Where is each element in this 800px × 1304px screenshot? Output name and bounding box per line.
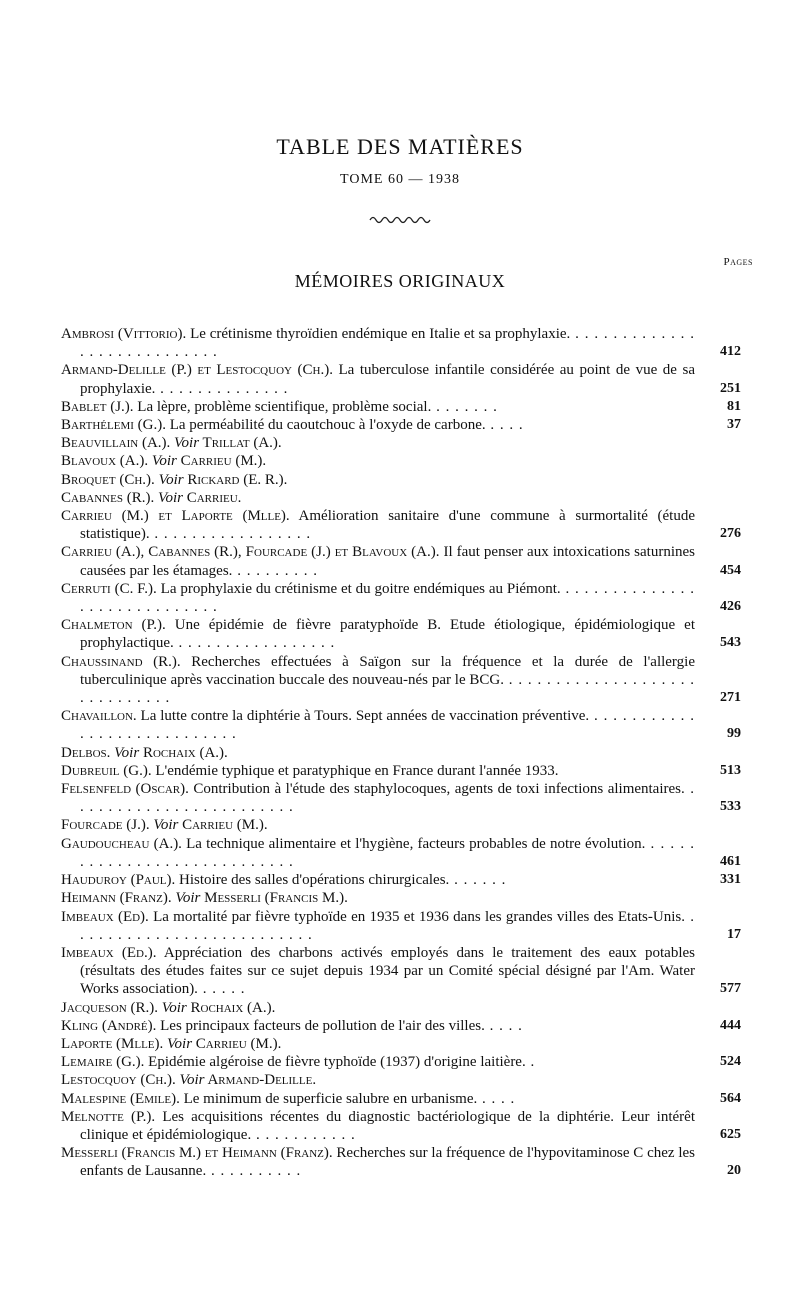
entry-text xyxy=(61,816,695,834)
entry-page-number: 461 xyxy=(720,853,741,869)
dot-leader: . . . . . . . . . . . . . . . . . xyxy=(173,635,336,652)
index-entry xyxy=(61,999,741,1017)
entry-page-number: 17 xyxy=(727,926,741,942)
entry-page-number: 543 xyxy=(720,635,741,651)
entry-text xyxy=(61,580,695,616)
entry-author: Messerli (Francis M.) et Heimann (Franz). xyxy=(61,1145,333,1162)
entry-text xyxy=(61,416,695,434)
index-entry xyxy=(61,1017,741,1035)
ornament-divider xyxy=(368,212,432,226)
entry-text xyxy=(61,616,695,652)
entry-author: Delbos. xyxy=(61,744,111,761)
entry-page-number: 20 xyxy=(727,1163,741,1179)
entry-title: Il faut penser aux intoxications saturnines causées par les étamages. xyxy=(80,544,695,579)
entry-reference: Rochaix (A.). xyxy=(139,744,228,761)
entry-see-also: Voir xyxy=(170,435,200,452)
entry-author: Hauduroy (Paul). xyxy=(61,872,176,889)
dot-leader: . . . . xyxy=(477,1090,516,1107)
entry-page-number: 276 xyxy=(720,526,741,542)
entry-text xyxy=(61,889,695,907)
entry-author: Broquet (Ch.). xyxy=(61,471,155,488)
pages-column-label: Pages xyxy=(723,256,753,268)
entry-page-number: 524 xyxy=(720,1054,741,1070)
entry-text xyxy=(61,489,695,507)
entry-page-number: 81 xyxy=(727,398,741,414)
entry-title: Epidémie algéroise de fièvre typhoïde (1937) d'origine laitière. xyxy=(144,1054,526,1071)
entry-author: Cerruti (C. F.). xyxy=(61,580,157,597)
entry-author: Kling (André). xyxy=(61,1017,157,1034)
entry-author: Felsenfeld (Oscar). xyxy=(61,781,189,798)
entry-reference: Messerli (Francis M.). xyxy=(200,890,348,907)
entry-title: Recherches effectuées à Saïgon sur la fréquence et la durée de l'allergie tuberculinique après vaccination buccale des nouveau-nés par le BCG. xyxy=(80,653,695,688)
entry-page-number: 426 xyxy=(720,599,741,615)
dot-leader: . . . . . . . . . . . . . . . . . . . . . . . . . . . . xyxy=(80,708,695,743)
dot-leader: . . . . . . . . . . . . . . . . . . . . . . . . . . . . . . xyxy=(80,671,696,707)
entry-see-also: Voir xyxy=(149,817,179,834)
index-entry xyxy=(61,616,741,652)
entry-page-number: 271 xyxy=(720,690,741,706)
entry-author: Carrieu (A.), Cabannes (R.), Fourcade (J.) et Blavoux (A.). xyxy=(61,544,440,561)
entry-text xyxy=(61,653,695,708)
index-entry xyxy=(61,1108,741,1144)
entry-see-also: Voir xyxy=(154,471,184,488)
entry-title: Histoire des salles d'opérations chirurgicales. xyxy=(175,872,450,889)
entry-page-number: 454 xyxy=(720,562,741,578)
entry-author: Bablet (J.). xyxy=(61,398,134,415)
entry-title: Contribution à l'étude des staphylocoques, agents de toxi infections alimentaires. xyxy=(188,781,685,798)
entry-page-number: 513 xyxy=(720,762,741,778)
entry-text xyxy=(61,707,695,743)
dot-leader: . . . . . . . . . . . . . . xyxy=(155,380,289,397)
entry-title: Appréciation des charbons activés employés dans le traitement des eaux potables (résultats des études faites sur ce sujet depuis 1934 par un Comité spécial désigné par l'Am. Water Works association). xyxy=(80,944,695,998)
entry-reference: Carrieu (M.). xyxy=(176,453,267,470)
entry-reference: Carrieu (M.). xyxy=(192,1035,282,1052)
dot-leader: . . . . . xyxy=(197,981,246,998)
entry-text xyxy=(61,471,695,489)
entry-text xyxy=(61,944,695,999)
entry-author: Barthélemi (G.). xyxy=(61,417,166,434)
index-entry xyxy=(61,543,741,579)
entry-author: Lemaire (G.). xyxy=(61,1054,145,1071)
entry-text xyxy=(61,398,695,416)
index-entry xyxy=(61,1144,741,1180)
entry-author: Melnotte (P.). xyxy=(61,1108,156,1125)
index-entry xyxy=(61,835,741,871)
index-entry xyxy=(61,416,741,434)
volume-subtitle: TOME 60 — 1938 xyxy=(340,172,460,187)
entry-see-also: Voir xyxy=(110,744,140,761)
entry-page-number: 251 xyxy=(720,380,741,396)
index-entry xyxy=(61,707,741,743)
index-entry xyxy=(61,1090,741,1108)
dot-leader: . xyxy=(525,1054,536,1071)
entry-title: L'endémie typhique et paratyphique en France durant l'année 1933. xyxy=(151,762,559,779)
entry-title: La prophylaxie du crétinisme et du goitre endémiques au Piémont. xyxy=(156,580,561,597)
entry-text xyxy=(61,762,695,780)
index-entry xyxy=(61,507,741,543)
index-entry xyxy=(61,744,741,762)
entry-reference: Armand-Delille. xyxy=(204,1072,317,1089)
entry-text xyxy=(61,1108,695,1144)
index-entry xyxy=(61,653,741,708)
dot-leader: . . . . . . . . . . . . . . . . . . . . . . . . . . xyxy=(80,908,695,943)
dot-leader: . . . . . . . . . . xyxy=(206,1163,302,1180)
entry-see-also: Voir xyxy=(163,1035,193,1052)
index-entry xyxy=(61,780,741,816)
entry-page-number: 625 xyxy=(720,1126,741,1142)
dot-leader: . . . . xyxy=(484,1017,523,1034)
entry-title: La mortalité par fièvre typhoïde en 1935 et 1936 dans les grandes villes des Etats-Unis. xyxy=(148,908,685,925)
index-entry xyxy=(61,1071,741,1089)
entry-author: Carrieu (M.) et Laporte (Mlle). xyxy=(61,508,290,525)
entry-see-also: Voir xyxy=(154,489,183,506)
entry-title: Une épidémie de fièvre paratyphoïde B. Etude étiologique, épidémiologique et prophylactique. xyxy=(80,617,695,652)
entry-author: Beauvillain (A.). xyxy=(61,435,171,452)
entry-author: Lestocquoy (Ch.). xyxy=(61,1072,176,1089)
entry-text xyxy=(61,1090,695,1108)
entry-text xyxy=(61,543,695,579)
dot-leader: . . . . . . . . . xyxy=(232,562,318,579)
entry-text xyxy=(61,871,695,889)
index-entry xyxy=(61,1053,741,1071)
entry-text xyxy=(61,361,695,397)
entry-page-number: 99 xyxy=(727,726,741,742)
entry-author: Cabannes (R.). xyxy=(61,489,155,506)
entry-see-also: Voir xyxy=(175,1072,205,1089)
entry-text xyxy=(61,1144,695,1180)
index-entry xyxy=(61,762,741,780)
dot-leader: . . . . . . xyxy=(449,872,507,889)
entry-author: Heimann (Franz). xyxy=(61,890,172,907)
entry-title: Recherches sur la fréquence de l'hypovitaminose C chez les enfants de Lausanne. xyxy=(80,1145,695,1180)
entry-text xyxy=(61,1071,695,1089)
dot-leader: . . . . . . . . . . . . . . . . . xyxy=(149,526,312,543)
entry-text xyxy=(61,908,695,944)
dot-leader: . . . . . . . xyxy=(431,398,498,415)
index-entry xyxy=(61,489,741,507)
index-entry xyxy=(61,325,741,361)
entry-author: Dubreuil (G.). xyxy=(61,762,152,779)
entry-text xyxy=(61,325,695,361)
index-entry xyxy=(61,471,741,489)
entry-title: La lèpre, problème scientifique, problème social. xyxy=(133,398,432,415)
entry-see-also: Voir xyxy=(157,999,187,1016)
dot-leader: . . . . . . . . . . . . . . . . . . . . . . . . . . . . xyxy=(80,326,696,361)
dot-leader: . . . . . . . . . . . . . . . . . . . . . . . . . . . . xyxy=(80,835,695,870)
entry-text xyxy=(61,507,695,543)
section-heading: MÉMOIRES ORIGINAUX xyxy=(294,271,506,291)
entry-author: Laporte (Mlle). xyxy=(61,1035,164,1052)
entry-author: Jacqueson (R.). xyxy=(61,999,158,1016)
index-entry xyxy=(61,580,741,616)
index-entry xyxy=(61,1035,741,1053)
entry-title: La tuberculose infantile considérée au point de vue de sa prophylaxie. xyxy=(80,362,695,397)
dot-leader: . . . . xyxy=(485,417,524,434)
entry-author: Blavoux (A.). xyxy=(61,453,149,470)
entry-page-number: 533 xyxy=(720,799,741,815)
dot-leader: . . . . . . . . . . . . . . . . . . . . . . . . xyxy=(80,781,695,816)
entry-page-number: 564 xyxy=(720,1090,741,1106)
entry-text xyxy=(61,434,695,452)
index-entry xyxy=(61,944,741,999)
entry-title: Le crétinisme thyroïdien endémique en Italie et sa prophylaxie. xyxy=(186,326,571,342)
entry-title: Amélioration sanitaire d'une commune à surmortalité (étude statistique). xyxy=(80,508,695,543)
entry-text xyxy=(61,999,695,1017)
index-entry xyxy=(61,361,741,397)
entry-author: Imbeaux (Ed). xyxy=(61,908,149,925)
entry-author: Imbeaux (Ed.). xyxy=(61,944,157,961)
entry-page-number: 331 xyxy=(720,872,741,888)
dot-leader: . . . . . . . . . . . xyxy=(251,1126,356,1143)
entry-see-also: Voir xyxy=(148,453,177,470)
entry-text xyxy=(61,744,695,762)
entry-title: Le minimum de superficie salubre en urbanisme. xyxy=(179,1090,478,1107)
entry-page-number: 444 xyxy=(720,1017,741,1033)
index-entry xyxy=(61,816,741,834)
entry-page-number: 577 xyxy=(720,981,741,997)
entry-reference: Rickard (E. R.). xyxy=(183,471,288,488)
entry-title: La perméabilité du caoutchouc à l'oxyde de carbone. xyxy=(165,417,486,434)
dot-leader: . . . . . . . . . . . . . . . . . . . . . . . . . . . . . xyxy=(80,580,695,616)
entry-author: Ambrosi (Vittorio). xyxy=(61,326,187,342)
entry-page-number: 37 xyxy=(727,417,741,433)
index-entry xyxy=(61,889,741,907)
index-entry xyxy=(61,908,741,944)
entry-reference: Trillat (A.). xyxy=(199,435,282,452)
page-title: TABLE DES MATIÈRES xyxy=(276,134,524,159)
entry-text xyxy=(61,835,695,871)
entry-author: Malespine (Emile). xyxy=(61,1090,180,1107)
entry-text xyxy=(61,1053,695,1071)
entry-text xyxy=(61,1035,695,1053)
entry-author: Fourcade (J.). xyxy=(61,817,150,834)
index-entry xyxy=(61,452,741,470)
entry-reference: Carrieu. xyxy=(182,489,242,506)
entry-author: Armand-Delille (P.) et Lestocquoy (Ch.). xyxy=(61,362,333,379)
entry-title: La lutte contre la diphtérie à Tours. Sept années de vaccination préventive. xyxy=(136,708,590,725)
entry-text xyxy=(61,452,695,470)
entry-text xyxy=(61,780,695,816)
entry-author: Chalmeton (P.). xyxy=(61,617,166,634)
entry-author: Chavaillon. xyxy=(61,708,137,725)
index-entry xyxy=(61,398,741,416)
entry-author: Chaussinand (R.). xyxy=(61,653,181,670)
entry-see-also: Voir xyxy=(171,890,201,907)
entry-page-number: 412 xyxy=(720,344,741,360)
entry-title: Les principaux facteurs de pollution de l'air des villes. xyxy=(156,1017,485,1034)
entry-author: Gaudoucheau (A.). xyxy=(61,835,182,852)
entries-list xyxy=(61,325,741,1181)
entry-reference: Rochaix (A.). xyxy=(186,999,276,1016)
entry-title: Les acquisitions récentes du diagnostic bactériologique de la diphtérie. Leur intérêt clinique et épidémiologique. xyxy=(80,1108,695,1143)
entry-text xyxy=(61,1017,695,1035)
entry-title: La technique alimentaire et l'hygiène, facteurs probables de notre évolution. xyxy=(181,835,646,852)
entry-reference: Carrieu (M.). xyxy=(178,817,268,834)
index-entry xyxy=(61,434,741,452)
index-entry xyxy=(61,871,741,889)
